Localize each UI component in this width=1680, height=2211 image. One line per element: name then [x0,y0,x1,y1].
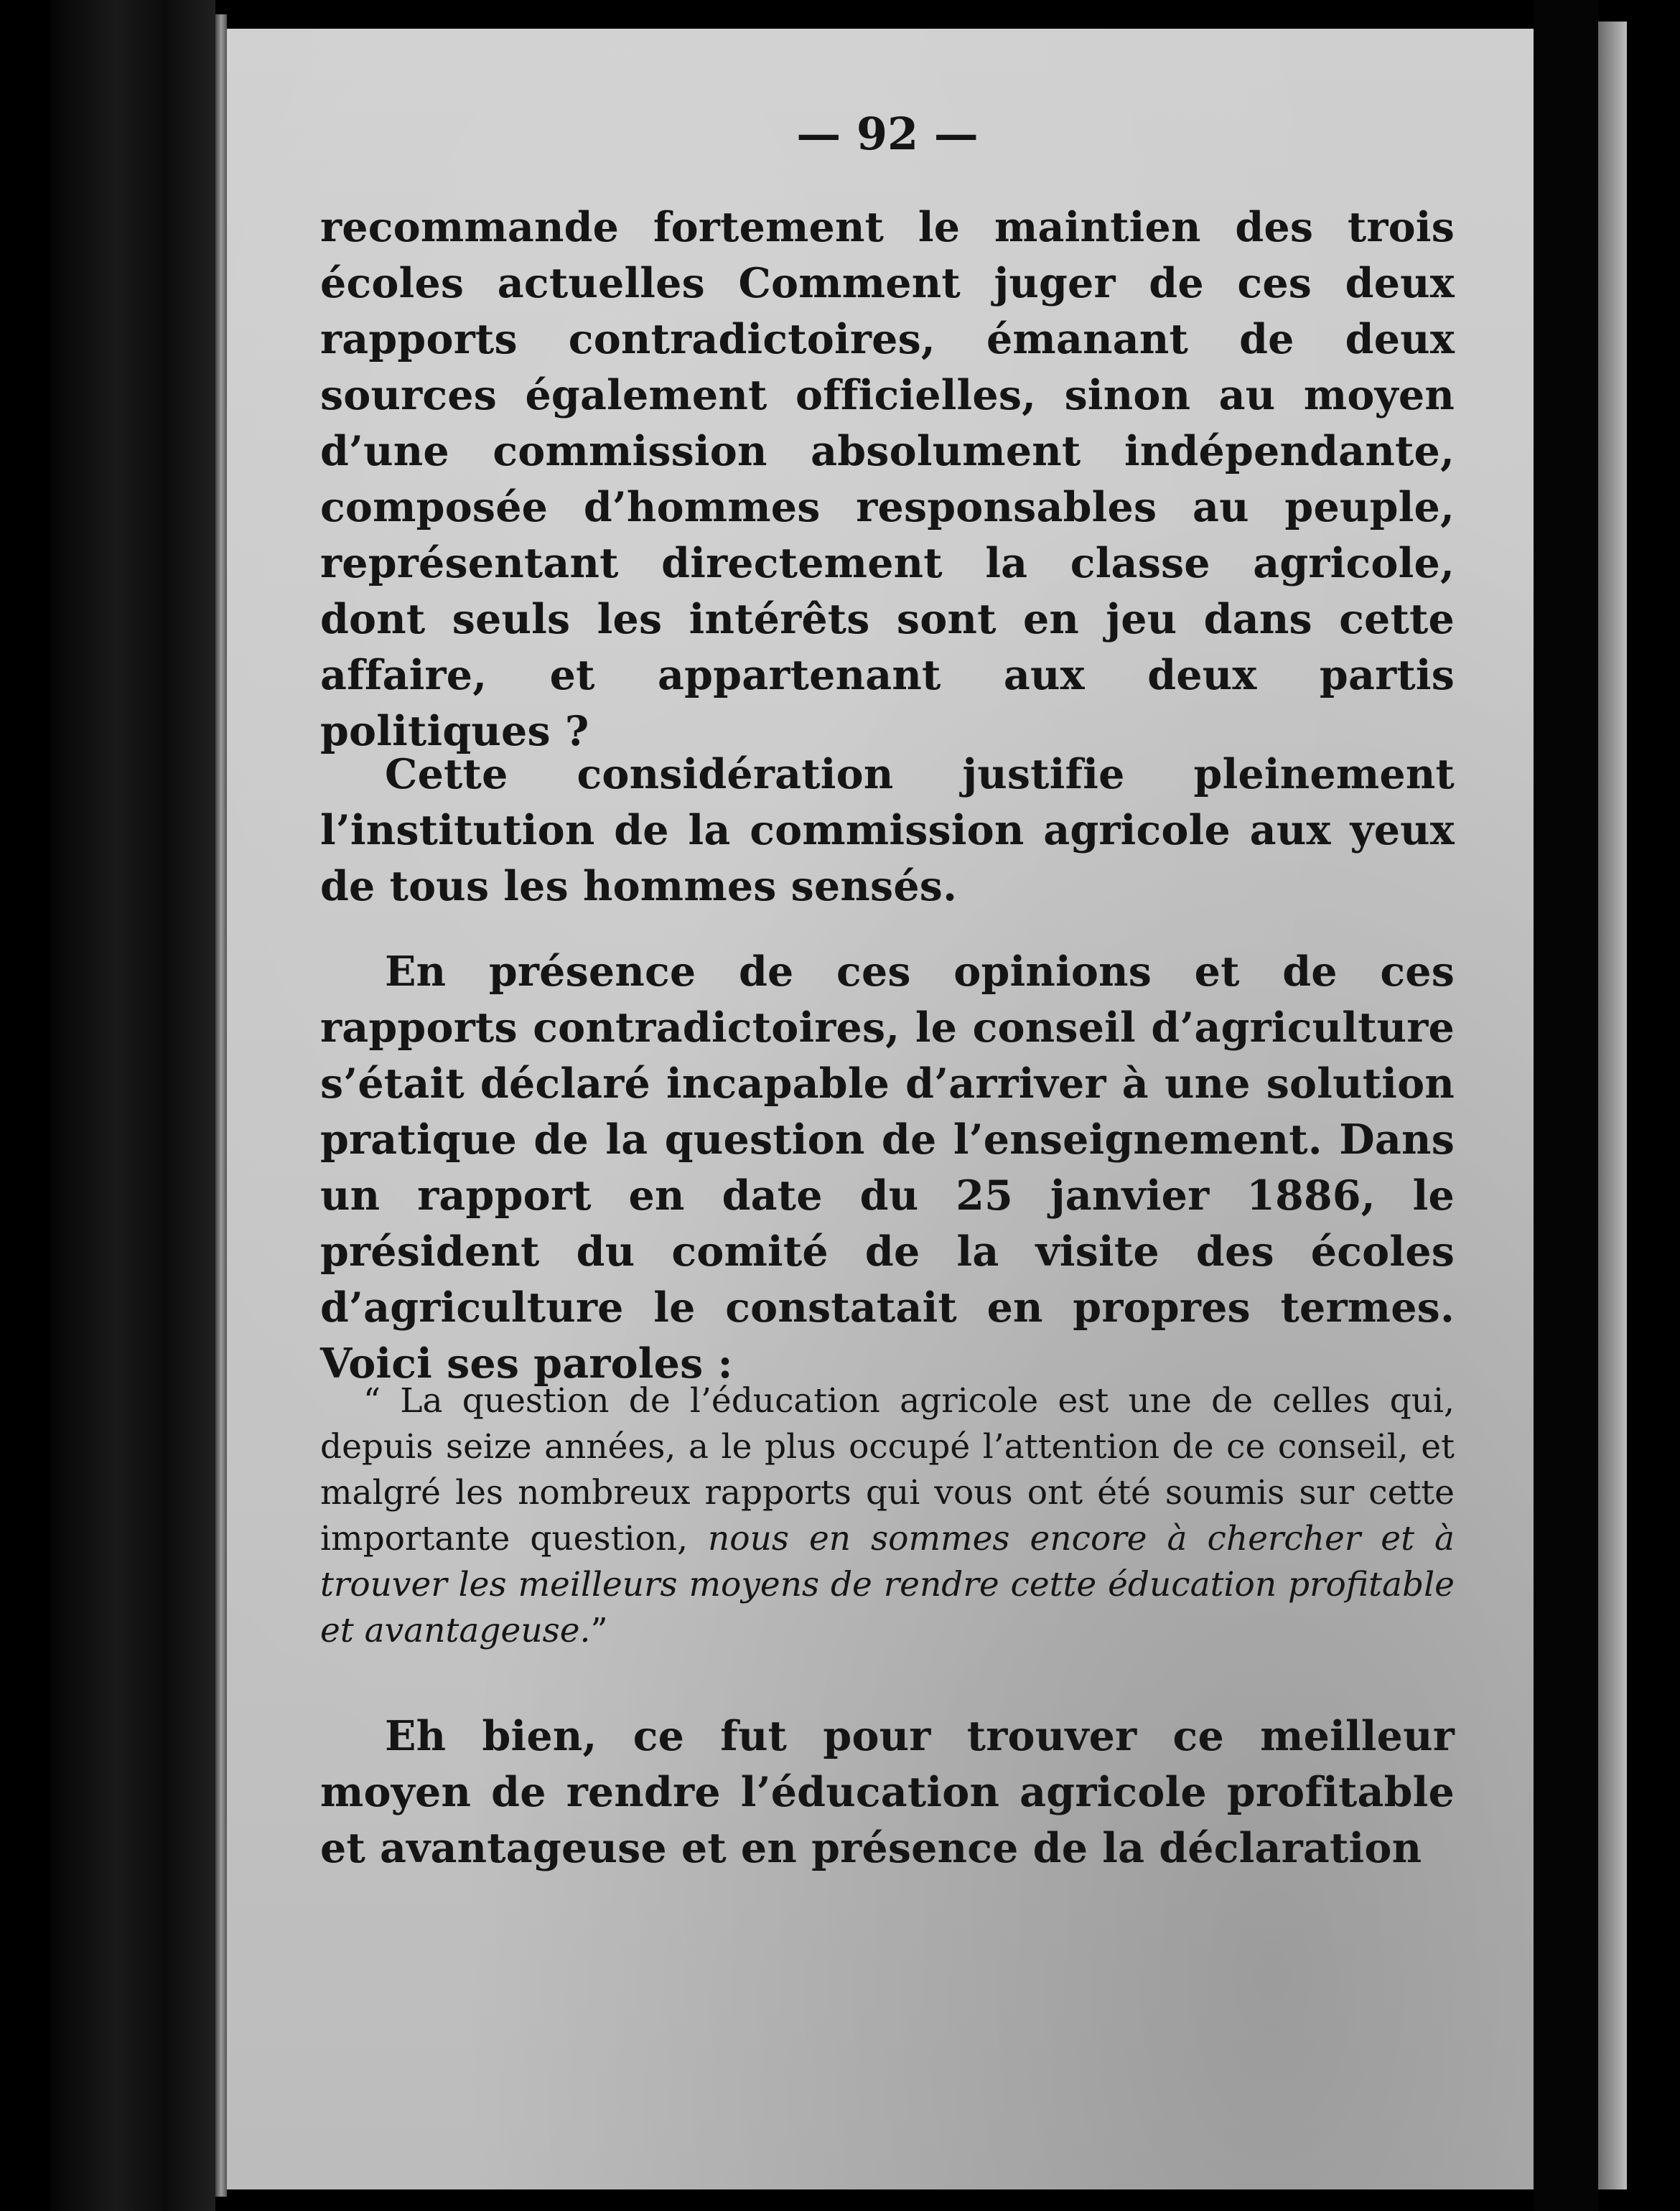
page-edge-left [215,14,227,2197]
quote-emphasis: nous en sommes encore à chercher et à trouver les meilleurs moyens de rendre cette éducation profitable et avantageuse. [320,1519,1455,1650]
page-edge-right [1598,22,1627,2189]
book-page [227,29,1534,2189]
paragraph: Eh bien, ce fut pour trouver ce meilleur moyen de rendre l’éducation agricole profitable et avantageuse et en présence de la déclaration [320,1712,1455,1872]
block-quote [320,1378,1455,1654]
paragraph-continued: recommande fortement le maintien des trois écoles actuelles Comment juger de ces deux rapports contradictoires, émanant de deux sources également officielles, sinon au moyen d’une commission absolument indépendante, composée d’hommes responsables au peuple, représentant directement la classe agricole, dont seuls les intérêts sont en jeu dans cette affaire, et appartenant aux deux partis politiques ? [320,203,1455,755]
gutter [1534,0,1598,2211]
quote-text: “ La question de l’éducation agricole est une de celles qui, depuis seize années, a le plus occupé l’attention de ce conseil, et malgré les nombreux rapports qui vous ont été soumis sur cette importante question, [320,1381,1455,1558]
paragraph: En présence de ces opinions et de ces rapports contradictoires, le conseil d’agriculture s’était déclaré incapable d’arriver à une solution pratique de la question de l’enseignement. Dans un rapport en date du 25 janvier 1886, le président du comité de la visite des écoles d’agriculture le constatait en propres termes. Voici ses paroles : [320,948,1455,1388]
paragraph: Cette considération justifie pleinement l’institution de la commission agricole aux yeux de tous les hommes sensés. [320,750,1455,910]
quote-close-mark: ” [590,1611,608,1650]
page-number: — 92 — [796,108,979,160]
book-binding [50,0,215,2211]
